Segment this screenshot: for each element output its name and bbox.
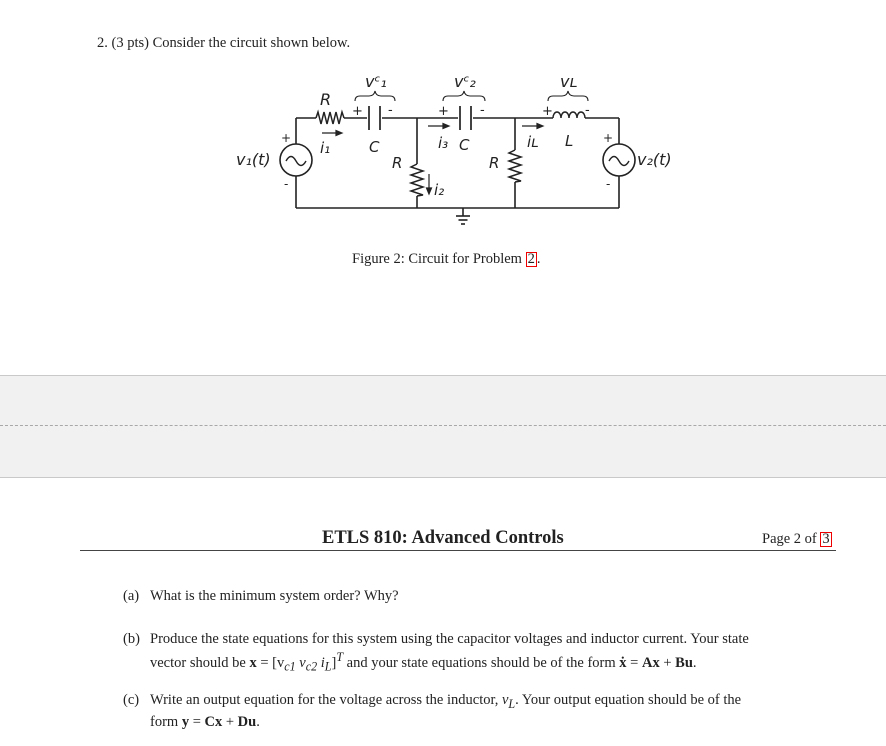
minus-vL: - [585,103,590,118]
page-total-link[interactable]: 3 [822,531,830,547]
header-rule [80,550,836,551]
part-a-label: (a) [123,588,140,604]
part-b-line1: Produce the state equations for this system using the capacitor voltages and inductor current. Your state [150,631,749,647]
part-b-text-d: v [295,654,306,671]
plus-vc2: + [438,104,449,119]
part-b-label: (b) [123,631,140,647]
source-left [280,144,312,176]
part-b-x: x [249,654,257,671]
problem-heading: 2. (3 pts) Consider the circuit shown below. [97,35,351,51]
caption-ref-link[interactable]: 2 [527,251,535,267]
part-c-form: form [150,713,182,730]
part-b-text-k: = [626,654,642,671]
page-number [762,531,832,548]
part-b-text-j: and your state equations should be of the form [343,654,620,671]
capacitor-2 [460,106,471,130]
minus-vc1: - [388,103,393,118]
minus-vc2: - [480,103,485,118]
circuit-diagram [0,0,886,240]
capacitor-1 [369,106,380,130]
label-L: L [565,132,574,150]
plus-vc1: + [352,104,363,119]
label-i1: i₁ [320,139,331,157]
part-b-Bu: Bu [675,654,693,671]
minus-source-left: - [284,177,289,191]
label-i2: i₂ [434,181,445,199]
part-c-line2 [123,713,843,731]
resistor-middle [411,164,423,196]
part-b-text-h: ] [331,654,337,671]
part-b-line2 [123,648,843,676]
arrowhead-i3 [443,124,449,129]
course-title: ETLS 810: Advanced Controls [322,528,564,548]
brace-vL [548,91,588,101]
part-c-Du: Du [237,713,257,730]
arrowhead-i1 [336,131,342,136]
inductor [553,112,585,118]
caption-end: . [536,251,541,267]
label-R-series: R [320,90,332,109]
label-C1: C [369,138,380,156]
plus-source-left: + [281,131,292,145]
brace-vc1 [355,91,395,101]
label-C2: C [459,136,470,154]
part-b-text-b: = [v [256,654,285,671]
label-source-right: v₂(t) [637,150,672,169]
figure-caption [352,251,540,268]
label-R-middle: R [392,154,403,172]
part-b-sub-L: L [324,659,332,674]
arrowhead-iL [537,124,543,129]
part-b-sub-c1: c1 [284,659,296,674]
page-gap-bottom [0,426,886,478]
part-b [123,630,843,676]
part-b-text-l: + [659,654,676,671]
label-i3: i₃ [438,134,449,152]
part-b-text-f: i [317,654,325,671]
part-c [123,691,843,731]
part-c-text-a: Write an output equation for the voltage across the inductor, [150,692,502,708]
plus-source-right: + [603,131,614,145]
part-a [123,587,843,605]
part-b-xdot: ẋ [619,654,627,671]
arrowhead-i2 [427,188,432,194]
part-c-v: v [501,692,509,708]
part-c-text-b: . Your output equation should be of the [515,692,742,708]
label-vc1: vᶜ₁ [365,72,387,91]
label-source-left: v₁(t) [236,150,271,169]
page-number-text: Page 2 of [762,531,821,547]
label-iL: iʟ [527,133,539,151]
plus-vL: + [542,104,553,119]
label-R-right: R [489,154,500,172]
label-vc2: vᶜ₂ [454,72,476,91]
page-gap-top [0,375,886,426]
part-c-plus: + [222,713,238,730]
brace-vc2 [443,91,485,101]
part-c-Cx: Cx [204,713,223,730]
part-b-text-m: . [692,654,697,671]
part-c-sub-L: L [508,696,516,711]
resistor-right [509,150,521,182]
caption-text: Figure 2: Circuit for Problem [352,251,526,267]
minus-source-right: - [606,177,611,191]
label-vL: vʟ [560,72,578,91]
part-c-eq: = [189,713,205,730]
resistor-series [316,112,344,124]
part-b-Ax: Ax [641,654,660,671]
part-b-text-a: vector should be [150,654,250,671]
part-b-sub-c2: c2 [305,659,318,674]
part-b-sup-T: T [336,650,344,664]
part-c-y: y [181,713,190,730]
part-c-end: . [256,713,260,730]
part-c-label: (c) [123,692,140,708]
part-a-text: What is the minimum system order? Why? [150,588,399,604]
source-right [603,144,635,176]
